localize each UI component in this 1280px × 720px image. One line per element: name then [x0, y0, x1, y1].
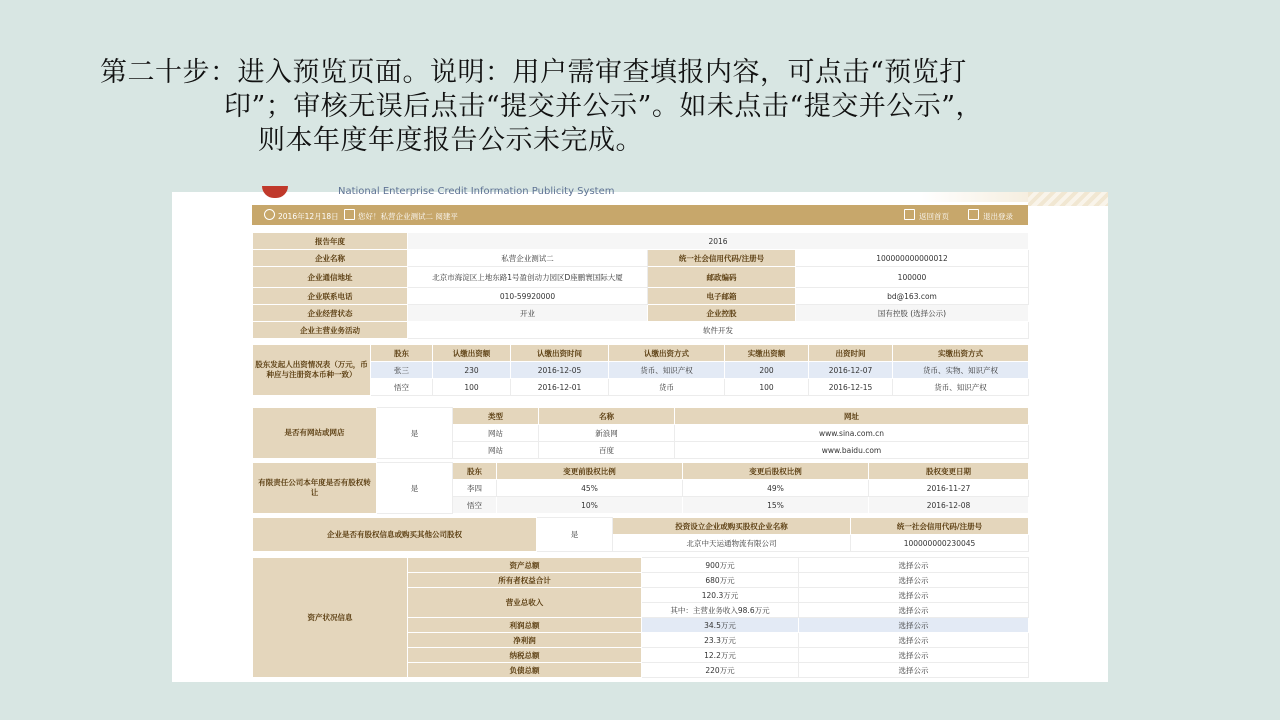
company-name-label: 企业名称: [253, 250, 408, 267]
asset-label: 所有者权益合计: [408, 573, 642, 588]
table-row: [253, 233, 1029, 250]
asset-label: 营业总收入: [408, 588, 642, 618]
return-home-icon[interactable]: [904, 209, 915, 220]
column-header: 出资时间: [809, 345, 893, 362]
table-cell: 百度: [539, 442, 675, 459]
table-cell: 10%: [497, 497, 683, 514]
table-cell: 15%: [683, 497, 869, 514]
table-cell: 网站: [453, 442, 539, 459]
company-name-value: 私营企业测试二: [408, 250, 648, 267]
greeting-text: 您好！私营企业测试二 阅建平: [358, 212, 458, 221]
asset-value: 12.2万元: [642, 648, 799, 663]
address-label: 企业通信地址: [253, 267, 408, 288]
table-cell: 货币、实物、知识产权: [893, 362, 1029, 379]
column-header: 实缴出资方式: [893, 345, 1029, 362]
table-cell: 货币: [609, 379, 725, 396]
table-row: [253, 408, 1029, 425]
column-header: 变更前股权比例: [497, 463, 683, 480]
table-row: [253, 463, 1029, 480]
table-cell: 100000000230045: [851, 535, 1029, 552]
asset-subvalue: 其中：主营业务收入98.6万元: [642, 603, 799, 618]
investment-title: 企业是否有股权信息或购买其他公司股权: [253, 518, 537, 552]
equity-transfer-table: [252, 462, 1029, 514]
table-row: [253, 288, 1029, 305]
current-date: 2016年12月18日: [278, 212, 339, 221]
banner-decoration: [1028, 192, 1108, 206]
instruction-line-2: 印”；审核无误后点击“提交并公示”。如未点击“提交并公示”，: [224, 91, 984, 122]
preview-screenshot: [172, 186, 1108, 682]
table-row: [253, 518, 1029, 535]
table-cell: 100: [433, 379, 511, 396]
table-row: [253, 322, 1029, 339]
table-cell: 2016-11-27: [869, 480, 1029, 497]
user-toolbar: [252, 205, 1028, 225]
column-header: 认缴出资方式: [609, 345, 725, 362]
asset-label: 净利润: [408, 633, 642, 648]
equity-title: 有限责任公司本年度是否有股权转让: [253, 463, 377, 514]
control-label: 企业控股: [648, 305, 796, 322]
asset-value: 120.3万元: [642, 588, 799, 603]
basic-info-table: [252, 232, 1029, 339]
equity-answer: 是: [377, 463, 453, 514]
table-cell: 2016-12-05: [511, 362, 609, 379]
table-row: [253, 250, 1029, 267]
table-cell: 李四: [453, 480, 497, 497]
table-cell: 100: [725, 379, 809, 396]
table-cell: 230: [433, 362, 511, 379]
asset-label: 纳税总额: [408, 648, 642, 663]
credit-code-label: 统一社会信用代码/注册号: [648, 250, 796, 267]
assets-table: [252, 557, 1029, 678]
instruction-line-3: 则本年度年度报告公示未完成。: [258, 125, 643, 156]
clock-icon: [264, 209, 275, 220]
column-header: 股东: [453, 463, 497, 480]
email-label: 电子邮箱: [648, 288, 796, 305]
investment-table: [252, 517, 1029, 552]
table-row: [253, 558, 1029, 573]
asset-publicity: 选择公示: [799, 648, 1029, 663]
column-header: 投资设立企业或购买股权企业名称: [613, 518, 851, 535]
website-answer: 是: [377, 408, 453, 459]
column-header: 认缴出资额: [433, 345, 511, 362]
asset-value: 34.5万元: [642, 618, 799, 633]
table-row: [253, 267, 1029, 288]
table-cell: 2016-12-15: [809, 379, 893, 396]
phone-value: 010-59920000: [408, 288, 648, 305]
asset-publicity: 选择公示: [799, 588, 1029, 603]
table-cell: 悟空: [371, 379, 433, 396]
asset-publicity: 选择公示: [799, 558, 1029, 573]
report-year-label: 报告年度: [253, 233, 408, 250]
column-header: 变更后股权比例: [683, 463, 869, 480]
asset-publicity: 选择公示: [799, 603, 1029, 618]
business-label: 企业主营业务活动: [253, 322, 408, 339]
status-value: 开业: [408, 305, 648, 322]
column-header: 网址: [675, 408, 1029, 425]
instruction-line-1: 第二十步：进入预览页面。说明：用户需审查填报内容，可点击“预览打: [100, 57, 967, 88]
column-header: 认缴出资时间: [511, 345, 609, 362]
column-header: 实缴出资额: [725, 345, 809, 362]
table-cell: 45%: [497, 480, 683, 497]
site-name: National Enterprise Credit Information Publicity System: [338, 186, 615, 197]
table-row: [253, 305, 1029, 322]
zip-label: 邮政编码: [648, 267, 796, 288]
table-cell: 49%: [683, 480, 869, 497]
asset-value: 220万元: [642, 663, 799, 678]
instruction-text: [100, 56, 1200, 158]
table-cell: 悟空: [453, 497, 497, 514]
table-cell: 货币、知识产权: [609, 362, 725, 379]
control-value: 国有控股 (选择公示): [796, 305, 1029, 322]
user-icon: [344, 209, 355, 220]
email-value: bd@163.com: [796, 288, 1029, 305]
address-value: 北京市海淀区上地东路1号盈创动力园区D座鹏寰国际大厦: [408, 267, 648, 288]
asset-publicity: 选择公示: [799, 663, 1029, 678]
asset-value: 23.3万元: [642, 633, 799, 648]
table-row: [253, 345, 1029, 362]
asset-value: 680万元: [642, 573, 799, 588]
zip-value: 100000: [796, 267, 1029, 288]
asset-label: 资产总额: [408, 558, 642, 573]
credit-code-value: 100000000000012: [796, 250, 1029, 267]
column-header: 名称: [539, 408, 675, 425]
asset-publicity: 选择公示: [799, 573, 1029, 588]
table-cell: 张三: [371, 362, 433, 379]
table-cell: 网站: [453, 425, 539, 442]
assets-title: 资产状况信息: [253, 558, 408, 678]
status-label: 企业经营状态: [253, 305, 408, 322]
column-header: 类型: [453, 408, 539, 425]
table-cell: 200: [725, 362, 809, 379]
site-banner: [172, 192, 1108, 202]
column-header: 股东: [371, 345, 433, 362]
table-cell: 北京中天运通物流有限公司: [613, 535, 851, 552]
website-url-link[interactable]: www.baidu.com: [675, 442, 1029, 459]
website-title: 是否有网站或网店: [253, 408, 377, 459]
table-cell: 新浪网: [539, 425, 675, 442]
logout-link[interactable]: 退出登录: [983, 212, 1013, 221]
report-year-value: 2016: [408, 233, 1029, 250]
table-cell: 2016-12-08: [869, 497, 1029, 514]
logout-icon[interactable]: [968, 209, 979, 220]
asset-value: 900万元: [642, 558, 799, 573]
asset-publicity: 选择公示: [799, 633, 1029, 648]
return-home-link[interactable]: 返回首页: [919, 212, 949, 221]
website-url-link[interactable]: www.sina.com.cn: [675, 425, 1029, 442]
table-cell: 2016-12-01: [511, 379, 609, 396]
business-value: 软件开发: [408, 322, 1029, 339]
asset-label: 负债总额: [408, 663, 642, 678]
asset-publicity: 选择公示: [799, 618, 1029, 633]
column-header: 股权变更日期: [869, 463, 1029, 480]
table-cell: 货币、知识产权: [893, 379, 1029, 396]
shareholders-table: [252, 344, 1029, 396]
table-cell: 2016-12-07: [809, 362, 893, 379]
asset-label: 利润总额: [408, 618, 642, 633]
website-table: [252, 407, 1029, 459]
investment-answer: 是: [537, 518, 613, 552]
phone-label: 企业联系电话: [253, 288, 408, 305]
shareholders-title: 股东发起人出资情况表（万元，币种应与注册资本币种一致）: [253, 345, 371, 396]
column-header: 统一社会信用代码/注册号: [851, 518, 1029, 535]
